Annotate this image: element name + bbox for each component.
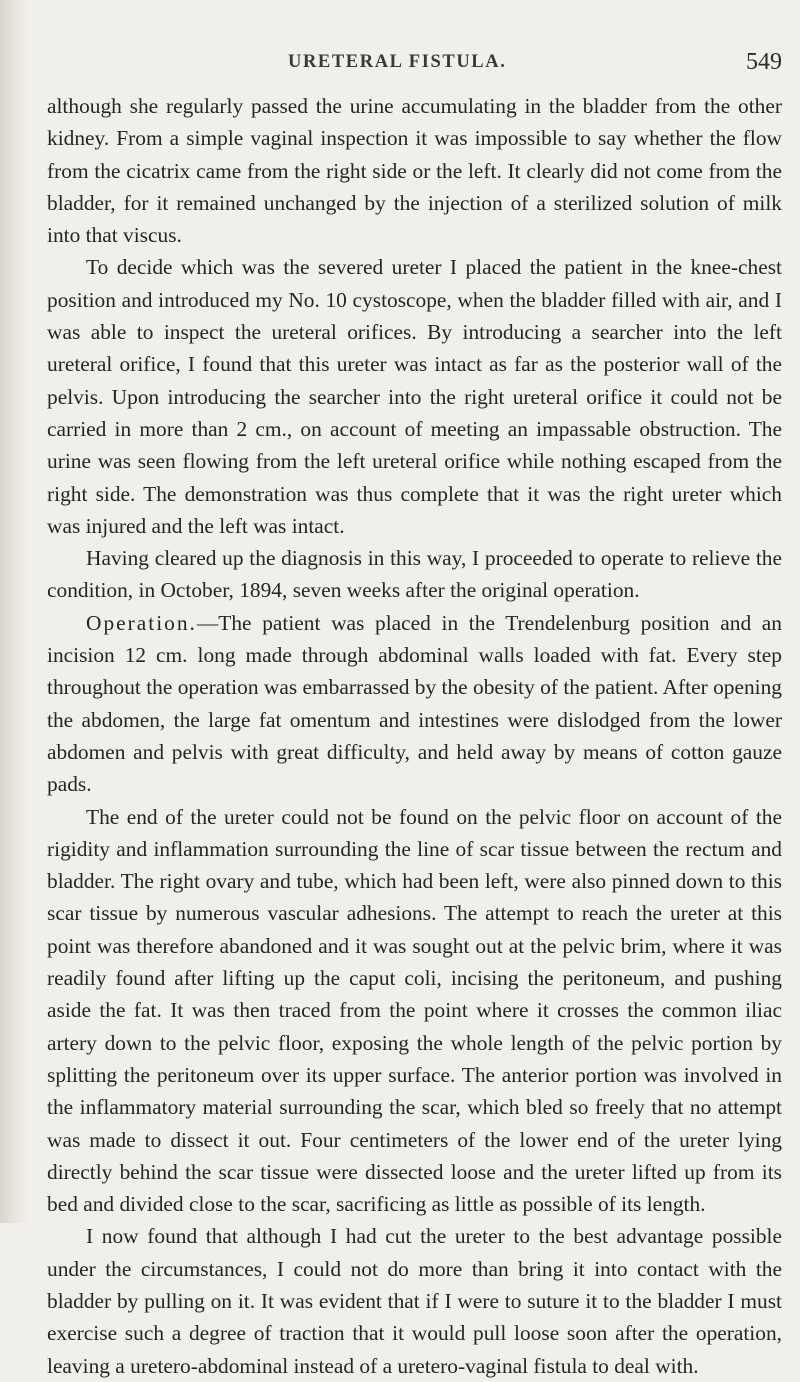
page-number: 549 <box>746 49 782 75</box>
page-edge-shadow <box>0 0 30 1223</box>
paragraph-2: To decide which was the severed ureter I placed the patient in the knee-chest position and introduced my No. 10 cystoscope, when the bladder filled with air, and I was able to inspect the ureteral orifices. By introducing a searcher into the left ureteral orifice, I found that this ureter was intact as far as the posterior wall of the pelvis. Upon introducing the searcher into the right ureteral orifice it could not be carried in more than 2 cm., on account of meeting an impassable obstruction. The urine was seen flowing from the left ureteral orifice while nothing escaped from the right side. The demonstration was thus complete that it was the right ureter which was injured and the left was intact. <box>47 255 782 538</box>
page-header <box>30 49 782 82</box>
paragraph-1: although she regularly passed the urine accumulating in the bladder from the other kidney. From a simple vaginal inspection it was impossible to say whether the flow from the cicatrix came from the right side or the left. It clearly did not come from the bladder, for it remained unchanged by the injection of a sterilized solution of milk into that viscus. <box>47 94 782 248</box>
paragraph-4 <box>47 607 782 801</box>
section-lead-operation: Operation. <box>86 610 197 635</box>
body-text <box>47 90 782 1382</box>
paragraph-4-text: —The patient was placed in the Trendelenburg position and an incision 12 cm. long made through abdominal walls loaded with fat. Every step throughout the operation was embarrassed by the obesity of the patient. After opening the abdomen, the large fat omentum and intestines were dislodged from the lower abdomen and pelvis with great difficulty, and held away by means of cotton gauze pads. <box>47 610 782 797</box>
paragraph-6: I now found that although I had cut the ureter to the best advantage possible under the circumstances, I could not do more than bring it into contact with the bladder by pulling on it. It was evident that if I were to suture it to the bladder I must exercise such a degree of traction that it would pull loose soon after the operation, leaving a uretero-abdominal instead of a uretero-vaginal fistula to deal with. <box>47 1224 782 1378</box>
paragraph-5: The end of the ureter could not be found on the pelvic floor on account of the rigidity and inflammation surrounding the line of scar tissue between the rectum and bladder. The right ovary and tube, which had been left, were also pinned down to this scar tissue by numerous vascular adhesions. The attempt to reach the ureter at this point was therefore abandoned and it was sought out at the pelvic brim, where it was readily found after lifting up the caput coli, incising the peritoneum, and pushing aside the fat. It was then traced from the point where it crosses the common iliac artery down to the pelvic floor, exposing the whole length of the pelvic portion by splitting the peritoneum over its upper surface. The anterior portion was involved in the inflammatory material surrounding the scar, which bled so freely that no attempt was made to dissect it out. Four centimeters of the lower end of the ureter lying directly behind the scar tissue were dissected loose and the ureter lifted up from its bed and divided close to the scar, sacrificing as little as possible of its length. <box>47 804 782 1217</box>
paragraph-3: Having cleared up the diagnosis in this way, I proceeded to operate to relieve the condition, in October, 1894, seven weeks after the original operation. <box>47 546 782 603</box>
running-title: URETERAL FISTULA. <box>288 52 507 72</box>
